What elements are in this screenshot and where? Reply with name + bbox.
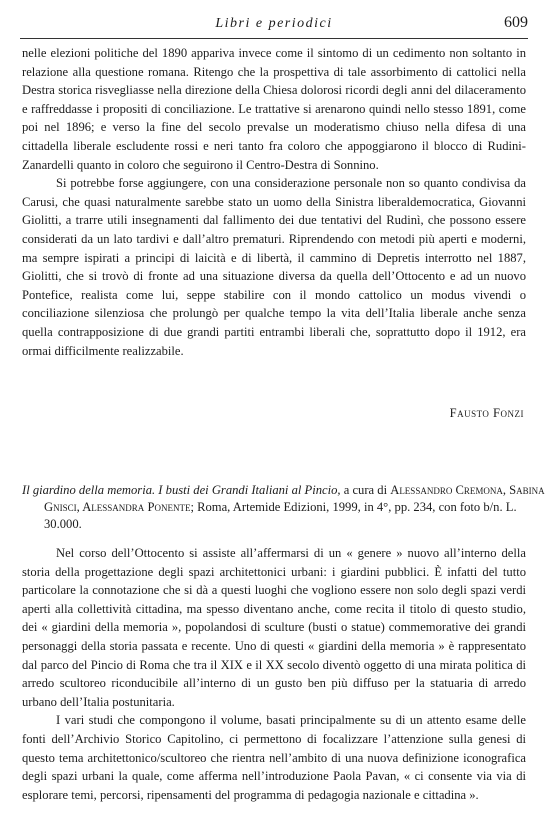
publication-details: ; Roma, Artemide Edizioni, 1999, in 4°, pp. 234, con foto b/n. L. 30.000.	[44, 500, 517, 531]
review-text	[22, 544, 526, 804]
citation-connector: a cura di	[340, 483, 391, 497]
author-signature: Fausto Fonzi	[449, 406, 524, 420]
paragraph: nelle elezioni politiche del 1890 appariva invece come il sintomo di un cedimento non soltanto in relazione alla questione romana. Ritengo che la prospettiva di tale assorbimento di cattolici nella Destra storica risvegliasse nella direzione della Chiesa dolorosi ricordi degli anni del dilaceramento e raffreddasse i propositi di conciliazione. Le trattative si arenarono quindi nello stesso 1891, come poi nel 1896; e verso la fine del secolo prevalse un moderatismo chiuso nella difesa di una cittadella liberale escludente rossi e neri tanto fra coloro che appoggiarono il blocco di Rudini-Zanardelli quanto in coloro che seguirono il Centro-Destra di Sonnino.	[22, 46, 526, 172]
paragraph: Nel corso dell’Ottocento si assiste all’affermarsi di un « genere » nuovo all’interno della storia della progettazione degli spazi architettonici urbani: i giardini pubblici. È infatti del tutto particolare la connotazione che si dà a questi luoghi che vogliono essere non solo degli spazi verdi aperti alla collettività cittadina, ma spesso diventano anche, come recita il titolo di questo studio, dei « giardini della memoria », popolandosi di sculture (busti o statue) commemorative dei grandi personaggi della storia passata e recente. Uno di questi « giardini della memoria » è rappresentato dal parco del Pincio di Roma che tra il XIX e il XX secolo diventò oggetto di una mirata politica di arredo scultoreo riconducibile all’interno di un gusto ben più diffuso per la statuaria di arredo urbano dell’Italia postunitaria.	[22, 546, 526, 709]
running-head-title: Libri e periodici	[215, 16, 333, 31]
paragraph: Si potrebbe forse aggiungere, con una considerazione personale non so quanto condivisa da Carusi, che quasi naturalmente sarebbe stato un uomo della Sinistra liberaldemocratica, Giovanni Giolitti, a trarre utili insegnamenti dal fallimento dei due tentativi del Rudinì, che possono essere considerati da un lato tardivi e dall’altro prematuri. Riprendendo con metodi più aperti e moderni, ma sempre ispirati a principi di laicità e di libertà, il cammino di Depretis interrotto nel 1887, Giolitti, che si trovò di fronte ad una situazione diversa da quella dell’Ottocento e ad un nuovo Pontefice, realista come lui, seppe stabilire con il mondo cattolico un modus vivendi o conciliazione silenziosa che prolungò per qualche tempo la vita dell’Italia liberale anche senza quella contrapposizione di due grandi partiti entrambi liberali che, soprattutto dopo il 1912, era ormai difficilmente realizzabile.	[22, 176, 526, 358]
page-number: 609	[504, 14, 528, 31]
running-head	[20, 10, 528, 36]
book-title: Il giardino della memoria. I busti dei Grandi Italiani al Pincio,	[22, 483, 341, 497]
book-editors: Alessandro Cremona, Sabina Gnisci, Alessandra Ponente	[44, 483, 545, 514]
section1-text	[22, 44, 526, 360]
review-citation	[22, 482, 548, 533]
header-rule	[20, 38, 528, 39]
paragraph: I vari studi che compongono il volume, basati principalmente su di un attento esame delle fonti dell’Archivio Storico Capitolino, ci permettono di focalizzare l’attenzione sulla genesi di questo tema architettonico/scultoreo che rientra nell’ambito di una nuova definizione iconografica degli spazi urbani la quale, come afferma nell’introduzione Paola Pavan, « ci consente via via di esplorare temi, percorsi, ripensamenti del programma di pedagogia nazionale e cittadina ».	[22, 713, 526, 802]
